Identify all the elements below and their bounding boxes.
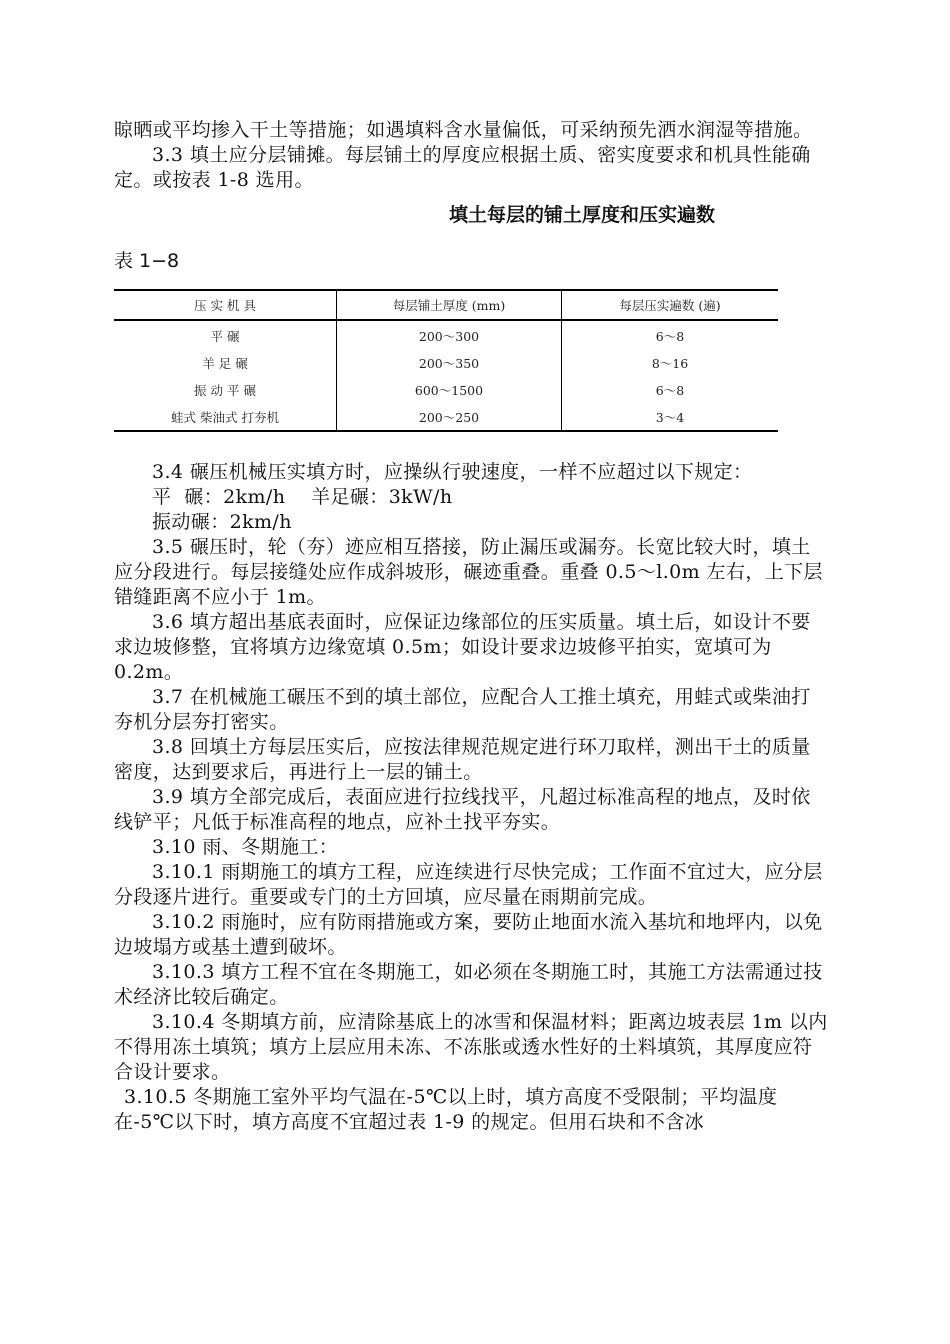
compaction-table <box>114 289 778 432</box>
paragraph: 3.10.1 雨期施工的填方工程，应连续进行尽快完成；工作面不宜过大，应分层分段逐片进行。重要或专门的土方回填，应尽量在雨期前完成。 <box>114 861 823 908</box>
table-header-cell: 每层铺土厚度 (mm) <box>337 290 562 320</box>
paragraph: 3.6 填方超出基底表面时，应保证边缘部位的压实质量。填土后，如设计不要求边坡修整，宜将填方边缘宽填 0.5m；如设计要求边坡修平拍实，宽填可为 0.2m。 <box>114 611 811 683</box>
table-cell: 羊 足 碾 <box>202 355 248 371</box>
paragraph: 3.10.4 冬期填方前，应清除基底上的冰雪和保温材料；距离边坡表层 1m 以内不得用冻土填筑；填方上层应用未冻、不冻胀或透水性好的土料填筑，其厚度应符合设计要求。 <box>114 1011 828 1083</box>
table-row <box>114 403 778 431</box>
paragraph: 3.5 碾压时，轮（夯）迹应相互搭接，防止漏压或漏夯。长宽比较大时，填土应分段进行。每层接缝处应作成斜坡形，碾迹重叠。重叠 0.5～l.0m 左右，上下层错缝距离不应小于 1m。 <box>114 536 823 608</box>
table-cell: 蛙式 柴油式 打夯机 <box>114 403 337 431</box>
paragraph: 3.3 填土应分层铺摊。每层铺土的厚度应根据土质、密实度要求和机具性能确定。或按表 1-8 选用。 <box>114 144 811 191</box>
table-row <box>114 376 778 403</box>
table-number: 表 1−8 <box>114 250 180 272</box>
table-cell: 200～350 <box>337 349 562 376</box>
paragraph: 晾晒或平均掺入干土等措施；如遇填料含水量偏低，可采纳预先洒水润湿等措施。 <box>114 119 813 141</box>
paragraph: 3.9 填方全部完成后，表面应进行拉线找平，凡超过标准高程的地点，及时依线铲平；凡低于标准高程的地点，应补土找平夯实。 <box>114 786 811 833</box>
paragraph: 3.10.3 填方工程不宜在冬期施工，如必须在冬期施工时，其施工方法需通过技术经济比较后确定。 <box>114 961 823 1008</box>
paragraph: 3.10.2 雨施时，应有防雨措施或方案，要防止地面水流入基坑和地坪内，以免边坡塌方或基土遭到破坏。 <box>114 911 823 958</box>
table-cell: 平 碾 <box>210 328 240 344</box>
table-title: 填土每层的铺土厚度和压实遍数 <box>448 204 715 226</box>
paragraph: 平 碾：2km/h 羊足碾：3kW/h <box>152 486 453 508</box>
table-cell: 6～8 <box>562 376 779 403</box>
table-row <box>114 320 778 349</box>
table-header-cell: 压 实 机 具 <box>114 290 337 320</box>
paragraph: 振动碾：2km/h <box>152 511 292 533</box>
table-header-row <box>114 290 778 320</box>
table-cell: 8～16 <box>562 349 779 376</box>
paragraph: 3.10 雨、冬期施工： <box>152 836 339 858</box>
table-cell: 600～1500 <box>337 376 562 403</box>
table-cell: 6～8 <box>562 320 779 349</box>
table-cell: 200～250 <box>337 403 562 431</box>
table-cell: 200～300 <box>337 320 562 349</box>
table-cell: 振 动 平 碾 <box>194 382 256 398</box>
document-page <box>114 118 829 1135</box>
table-cell: 3～4 <box>562 403 779 431</box>
paragraph: 3.8 回填土方每层压实后，应按法律规范规定进行环刀取样，测出干土的质量密度，达到要求后，再进行上一层的铺土。 <box>114 736 811 783</box>
table-row <box>114 349 778 376</box>
table-header-cell: 每层压实遍数 (遍) <box>562 290 779 320</box>
paragraph: 3.7 在机械施工碾压不到的填土部位，应配合人工推土填充，用蛙式或柴油打夯机分层夯打密实。 <box>114 686 811 733</box>
paragraph: 3.4 碾压机械压实填方时，应操纵行驶速度，一样不应超过以下规定： <box>152 461 753 483</box>
paragraph: 3.10.5 冬期施工室外平均气温在-5℃以上时，填方高度不受限制；平均温度在-5℃以下时，填方高度不宜超过表 1-9 的规定。但用石块和不含冰 <box>114 1086 778 1133</box>
